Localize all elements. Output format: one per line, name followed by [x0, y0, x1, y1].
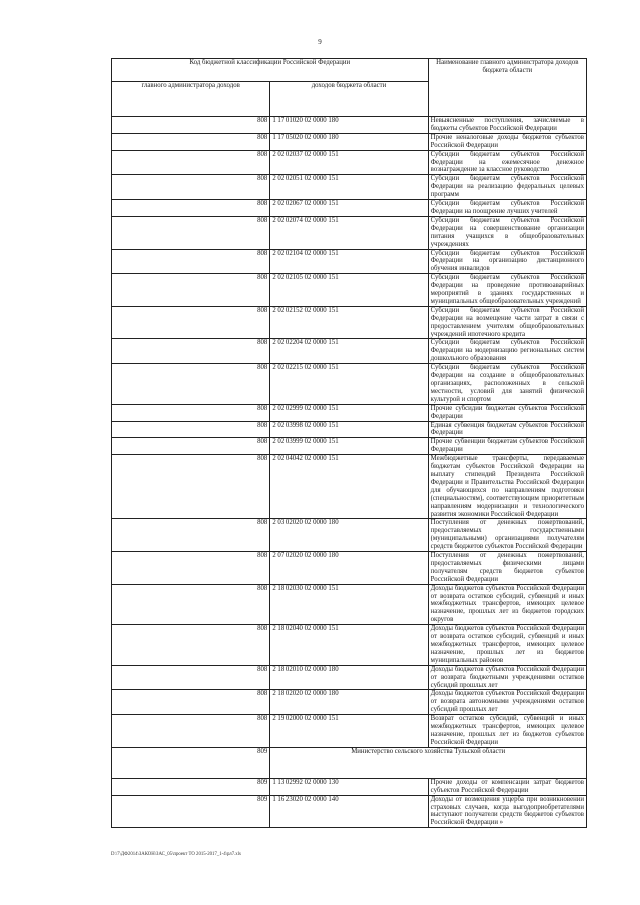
income-name: Поступления от денежных пожертвований, предоставляемых государственными (муниципальными) организациями получателям средств бюджетов субъектов Российской Федерации: [428, 519, 586, 552]
income-code: 2 02 02037 02 0000 151: [270, 150, 428, 175]
income-name: Субсидии бюджетам субъектов Российской Федерации на проведение противоаварийных мероприятий в зданиях государственных и муниципальных общеобразовательных учреждений: [428, 274, 586, 307]
table-row: [112, 519, 587, 552]
income-name: Межбюджетные трансферты, передаваемые бюджетам субъектов Российской Федерации на выплату стипендий Президента Российской Федерации и Правительства Российской Федерации для обучающихся по направлениям подготовки (специальностям), соответствующим приоритетным направлениям модернизации и технологического развития экономики Российской Федерации: [428, 455, 586, 519]
table-row: [112, 200, 587, 217]
income-name: Доходы бюджетов субъектов Российской Федерации от возврата бюджетными учреждениями остатков субсидий прошлых лет: [428, 665, 586, 690]
income-code: 2 18 02040 02 0000 151: [270, 625, 428, 666]
admin-code: 808: [112, 150, 270, 175]
income-name: Субсидии бюджетам субъектов Российской Федерации на совершенствование организации питания учащихся в общеобразовательных учреждениях: [428, 216, 586, 249]
admin-code: 808: [112, 690, 270, 715]
income-code: 2 07 02020 02 0000 180: [270, 552, 428, 585]
income-name: Субсидии бюджетам субъектов Российской Федерации на создание в общеобразовательных организациях, расположенных в сельской местности, условий для занятий физической культурой и спортом: [428, 364, 586, 405]
income-code: 2 02 03998 02 0000 151: [270, 421, 428, 438]
table-row: [112, 274, 587, 307]
table-row: [112, 364, 587, 405]
admin-code: 808: [112, 306, 270, 339]
income-name: Невыясненные поступления, зачисляемые в бюджеты субъектов Российской Федерации: [428, 117, 586, 134]
table-row: [112, 795, 587, 828]
admin-code: 808: [112, 117, 270, 134]
admin-code: 808: [112, 200, 270, 217]
table-row: [112, 150, 587, 175]
income-name: Субсидии бюджетам субъектов Российской Федерации на ежемесячное денежное вознаграждение за классное руководство: [428, 150, 586, 175]
admin-code: 808: [112, 404, 270, 421]
table-row: [112, 339, 587, 364]
income-code: 2 02 02051 02 0000 151: [270, 175, 428, 200]
budget-code-header: Код бюджетной классификации Российской Федерации: [112, 59, 429, 82]
income-code: 2 19 02000 02 0000 151: [270, 715, 428, 748]
admin-code: 808: [112, 665, 270, 690]
admin-code: 809: [112, 795, 270, 828]
income-administrators-table: [111, 58, 587, 828]
admin-code: 808: [112, 625, 270, 666]
income-code: 2 18 02010 02 0000 180: [270, 665, 428, 690]
income-code: 2 02 02105 02 0000 151: [270, 274, 428, 307]
income-name: Субсидии бюджетам субъектов Российской Федерации на реализацию федеральных целевых программ: [428, 175, 586, 200]
admin-code: 808: [112, 216, 270, 249]
income-code: 2 18 02030 02 0000 151: [270, 584, 428, 625]
table-row: [112, 438, 587, 455]
table-row: [112, 455, 587, 519]
admin-code: 808: [112, 421, 270, 438]
income-name: Доходы бюджетов субъектов Российской Федерации от возврата остатков субсидий, субвенций и иных межбюджетных трансфертов, имеющих целевое назначение, прошлых лет из бюджетов муниципальных районов: [428, 625, 586, 666]
budget-income-header: доходов бюджета области: [270, 82, 428, 117]
income-code: 1 13 02992 02 0000 130: [270, 778, 428, 795]
page-number: 9: [318, 38, 322, 46]
admin-code: 808: [112, 364, 270, 405]
admin-code: 808: [112, 249, 270, 274]
income-code: 1 17 05020 02 0000 180: [270, 133, 428, 150]
income-name: Поступления от денежных пожертвований, предоставляемых физическими лицами получателям средств бюджетов субъектов Российской Федерации: [428, 552, 586, 585]
table-row: [112, 625, 587, 666]
income-code: 2 02 02067 02 0000 151: [270, 200, 428, 217]
income-code: 2 18 02020 02 0000 180: [270, 690, 428, 715]
income-name: Доходы от возмещения ущерба при возникновении страховых случаев, когда выгодоприобретателями выступают получатели средств бюджетов субъектов Российской Федерации »: [428, 795, 586, 828]
table-row: [112, 690, 587, 715]
income-code: 2 02 04042 02 0000 151: [270, 455, 428, 519]
income-code: 2 02 02074 02 0000 151: [270, 216, 428, 249]
table-row: [112, 715, 587, 748]
income-code: 1 17 01020 02 0000 180: [270, 117, 428, 134]
table-row: [112, 216, 587, 249]
admin-code: 808: [112, 552, 270, 585]
income-code: 2 02 02215 02 0000 151: [270, 364, 428, 405]
administrator-name-header: Наименование главного администратора доходов бюджета области: [428, 59, 586, 117]
income-name: Субсидии бюджетам субъектов Российской Федерации на организацию дистанционного обучения инвалидов: [428, 249, 586, 274]
income-name: Прочие доходы от компенсации затрат бюджетов субъектов Российской Федерации: [428, 778, 586, 795]
table-row: [112, 175, 587, 200]
admin-code: 808: [112, 133, 270, 150]
admin-code: 808: [112, 455, 270, 519]
admin-code: 808: [112, 519, 270, 552]
income-code: 2 02 02204 02 0000 151: [270, 339, 428, 364]
income-name: Прочие неналоговые доходы бюджетов субъектов Российской Федерации: [428, 133, 586, 150]
table-row: [112, 421, 587, 438]
income-name: Доходы бюджетов субъектов Российской Федерации от возврата автономными учреждениями остатков субсидий прошлых лет: [428, 690, 586, 715]
income-name: Прочие субсидии бюджетам субъектов Российской Федерации: [428, 404, 586, 421]
income-name: Субсидии бюджетам субъектов Российской Федерации на модернизацию региональных систем дошкольного образования: [428, 339, 586, 364]
income-code: 1 16 23020 02 0000 140: [270, 795, 428, 828]
admin-code: 808: [112, 175, 270, 200]
admin-code: 808: [112, 584, 270, 625]
income-name: Единая субвенция бюджетам субъектов Российской Федерации: [428, 421, 586, 438]
income-code: 2 02 03999 02 0000 151: [270, 438, 428, 455]
table-row: [112, 665, 587, 690]
table-row: [112, 133, 587, 150]
income-name: Субсидии бюджетам субъектов Российской Федерации на поощрение лучших учителей: [428, 200, 586, 217]
ministry-name: Министерство сельского хозяйства Тульской области: [270, 747, 587, 778]
admin-code: 808: [112, 438, 270, 455]
table-row: [112, 249, 587, 274]
ministry-row: [112, 747, 587, 778]
table-header-row: [112, 59, 587, 82]
admin-code: 808: [112, 339, 270, 364]
income-code: 2 03 02020 02 0000 180: [270, 519, 428, 552]
file-path-footer: D:\7\ДФ2014\ЗАКОН\ЗАС_05\проект ТО 2015-2017_1-4\рл7.xls: [111, 852, 241, 857]
income-name: Субсидии бюджетам субъектов Российской Федерации на возмещение части затрат в связи с предоставлением учителям общеобразовательных учреждений ипотечного кредита: [428, 306, 586, 339]
table-row: [112, 778, 587, 795]
table-row: [112, 584, 587, 625]
main-administrator-header: главного администратора доходов: [112, 82, 270, 117]
table-row: [112, 552, 587, 585]
table-row: [112, 404, 587, 421]
admin-code: 808: [112, 274, 270, 307]
admin-code: 808: [112, 715, 270, 748]
income-code: 2 02 02152 02 0000 151: [270, 306, 428, 339]
income-name: Доходы бюджетов субъектов Российской Федерации от возврата остатков субсидий, субвенций и иных межбюджетных трансфертов, имеющих целевое назначение, прошлых лет из бюджетов городских округов: [428, 584, 586, 625]
ministry-admin-code: 809: [112, 747, 270, 778]
table-row: [112, 306, 587, 339]
income-name: Возврат остатков субсидий, субвенций и иных межбюджетных трансфертов, имеющих целевое назначение, прошлых лет из бюджетов субъектов Российской Федерации: [428, 715, 586, 748]
income-code: 2 02 02999 02 0000 151: [270, 404, 428, 421]
table-row: [112, 117, 587, 134]
admin-code: 809: [112, 778, 270, 795]
income-code: 2 02 02104 02 0000 151: [270, 249, 428, 274]
income-name: Прочие субвенции бюджетам субъектов Российской Федерации: [428, 438, 586, 455]
